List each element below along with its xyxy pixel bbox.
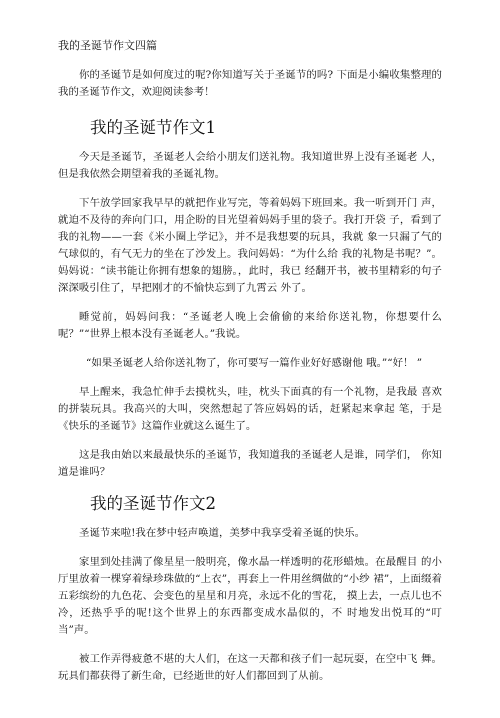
section-1-paragraph-4: “如果圣诞老人给你送礼物了，你可要写一篇作业好好感谢他 哦。”“好！ ” <box>86 357 423 369</box>
section-1-paragraph-1: 今天是圣诞节，圣诞老人会给小朋友们送礼物。我知道世界上没有圣诞老 人，但是我依然会期望着我的圣诞礼物。 <box>58 151 442 180</box>
section-1-paragraph-6: 这是我由始以来最最快乐的圣诞节，我知道我的圣诞老人是谁，同学们， 你知道是谁吗？ <box>58 449 442 478</box>
section-1-paragraph-5: 早上醒来，我急忙伸手去摸枕头，哇，枕头下面真的有一个礼物，是我最 喜欢的拼装玩具。我高兴的大叫，突然想起了答应妈妈的话，赶紧起来拿起 笔，于是《快乐的圣诞节》这篇作业就这么诞生了。 <box>58 386 442 432</box>
section-heading-1: 我的圣诞节作文1 <box>90 118 216 137</box>
section-2-paragraph-2: 家里到处挂满了像星星一般明亮，像水晶一样透明的花形蜡烛。在最醒目 的小厅里放着一棵穿着绿珍珠做的“上衣”，再套上一件用丝绸做的“小纱 裙”，上面缀着五彩缤纷的九色花、会变色的星星和月亮，永远不化的雪花， 摸上去，一点儿也不冷，还热乎乎的呢!这个世界上的东西都变成水晶似的，不 时地发出悦耳的“叮当”声。 <box>58 556 442 636</box>
section-heading-2: 我的圣诞节作文2 <box>90 494 216 513</box>
section-2-paragraph-1: 圣诞节来啦!我在梦中轻声唤道，美梦中我享受着圣诞的快乐。 <box>79 527 366 539</box>
intro-paragraph: 你的圣诞节是如何度过的呢?你知道写关于圣诞节的吗? 下面是小编收集整理的我的圣诞节作文，欢迎阅读参考！ <box>58 69 442 98</box>
section-1-paragraph-2: 下午放学回家我早早的就把作业写完，等着妈妈下班回来。我一听到开门 声，就迫不及待的奔向门口，用企盼的目光望着妈妈手里的袋子。我打开袋 子，看到了我的礼物——一套《米小圈上学记》，并不是我想要的玩具，我就 象一只漏了气的气球似的，有气无力的坐在了沙发上。我问妈妈：“为什么给 我的礼物是书呢？”。妈妈说：“读书能让你拥有想象的翅膀。，此时，我已 经翻开书，被书里精彩的句子深深吸引住了，早把刚才的不愉快忘到了九霄云 外了。 <box>58 197 442 294</box>
section-2-paragraph-3: 被工作弄得疲惫不堪的大人们，在这一天都和孩子们一起玩耍，在空中飞 舞。玩具们都获得了新生命，已经逝世的好人们都回到了从前。 <box>58 653 442 682</box>
section-1-paragraph-3: 睡觉前，妈妈问我：“圣诞老人晚上会偷偷的来给你送礼物，你想要什么 呢？”“世界上根本没有圣诞老人。”我说。 <box>58 311 442 340</box>
document-title: 我的圣诞节作文四篇 <box>58 39 157 52</box>
